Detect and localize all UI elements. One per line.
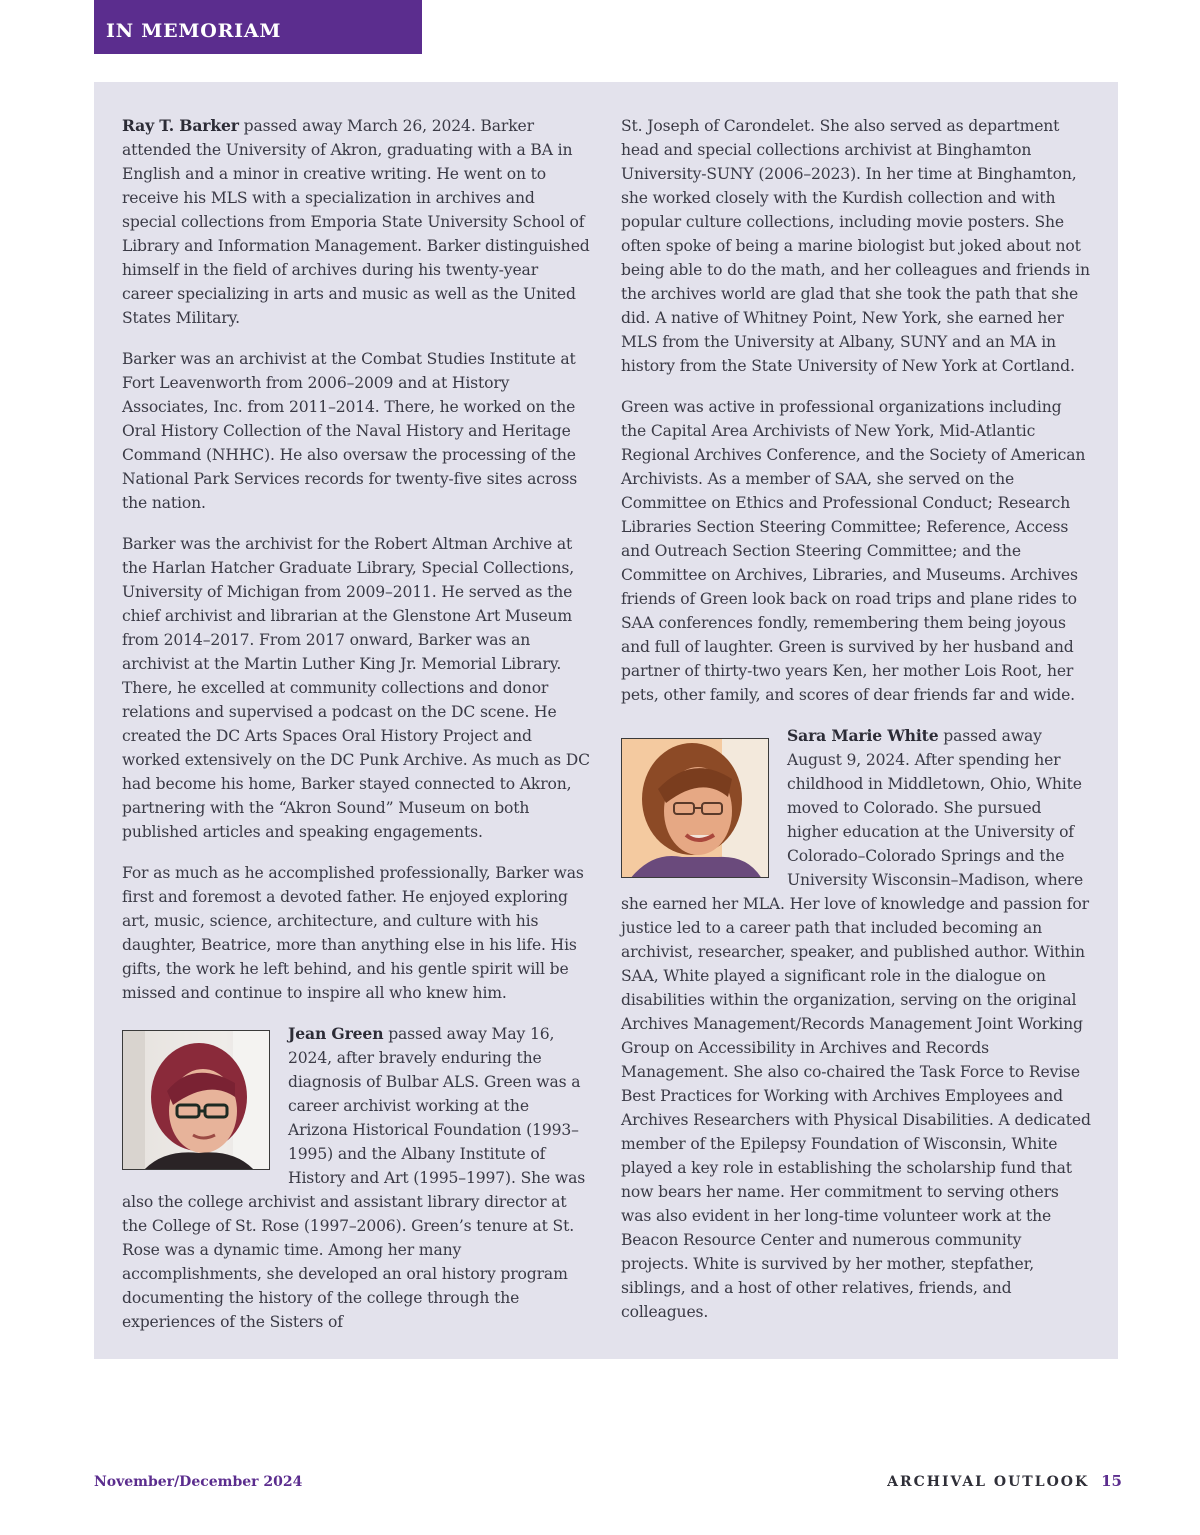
green-paragraph-1: Jean Green passed away May 16, 2024, after bravely enduring the diagnosis of Bulbar ALS. Green was a career archivist working at the Arizona Historical Foundation (1993–1995) and the Albany Institute of History and Art (1995–1997). She was also the college archivist and assistant library director at the College of St. Rose (1997–2006). Green’s tenure at St. Rose was a dynamic time. Among her many accomplishments, she developed an oral history program documenting the history of the college through the experiences of the Sisters of [122, 1024, 586, 1331]
footer-issue-date: November/December 2024 [94, 1474, 303, 1490]
sara-white-photo [621, 738, 769, 878]
section-label: IN MEMORIAM [106, 20, 282, 42]
section-banner [94, 0, 422, 54]
publication-name: ARCHIVAL OUTLOOK [887, 1474, 1090, 1490]
jean-green-portrait-image [123, 1031, 270, 1170]
barker-name: Ray T. Barker [122, 116, 239, 135]
jean-green-name: Jean Green [288, 1024, 384, 1043]
white-paragraph-1: Sara Marie White passed away August 9, 2024. After spending her childhood in Middletown, Ohio, White moved to Colorado. She pursued higher education at the University of Colorado–Colorado Springs and the University Wisconsin–Madison, where she earned her MLA. Her love of knowledge and passion for justice led to a career path that included becoming an archivist, researcher, speaker, and published author. Within SAA, White played a significant role in the dialogue on disabilities within the organization, serving on the original Archives Management/Records Management Joint Working Group on Accessibility in Archives and Records Management. She also co-chaired the Task Force to Revise Best Practices for Working with Archives Employees and Archives Researchers with Physical Disabilities. A dedicated member of the Epilepsy Foundation of Wisconsin, White played a key role in establishing the scholarship fund that now bears her name. Her commitment to serving others was also evident in her long-time volunteer work at the Beacon Resource Center and numerous community projects. White is survived by her mother, stepfather, siblings, and a host of other relatives, friends, and colleagues. [621, 726, 1091, 1321]
green-paragraph-1-continued: St. Joseph of Carondelet. She also served as department head and special collections archivist at Binghamton University-SUNY (2006–2023). In her time at Binghamton, she worked closely with the Kurdish collection and with popular culture collections, including movie posters. She often spoke of being a marine biologist but joked about not being able to do the math, and her colleagues and friends in the archives world are glad that she took the path that she did. A native of Whitney Point, New York, she earned her MLS from the University at Albany, SUNY and an MA in history from the State University of New York at Cortland. [621, 117, 1090, 375]
sara-white-portrait-image [622, 739, 769, 878]
barker-paragraph-4: For as much as he accomplished professionally, Barker was first and foremost a devoted father. He enjoyed exploring art, music, science, architecture, and culture with his daughter, Beatrice, more than anything else in his life. His gifts, the work he left behind, and his gentle spirit will be missed and continue to inspire all who knew him. [122, 864, 584, 1002]
jean-green-photo [122, 1030, 270, 1170]
page-number: 15 [1101, 1472, 1122, 1490]
barker-paragraph-3: Barker was the archivist for the Robert Altman Archive at the Harlan Hatcher Graduate Library, Special Collections, University of Michigan from 2009–2011. He served as the chief archivist and librarian at the Glenstone Art Museum from 2014–2017. From 2017 onward, Barker was an archivist at the Martin Luther King Jr. Memorial Library. There, he excelled at community collections and donor relations and supervised a podcast on the DC scene. He created the DC Arts Spaces Oral History Project and worked extensively on the DC Punk Archive. As much as DC had become his home, Barker stayed connected to Akron, partnering with the “Akron Sound” Museum on both published articles and speaking engagements. [122, 535, 590, 841]
barker-paragraph-2: Barker was an archivist at the Combat Studies Institute at Fort Leavenworth from 2006–2009 and at History Associates, Inc. from 2011–2014. There, he worked on the Oral History Collection of the Naval History and Heritage Command (NHHC). He also oversaw the processing of the National Park Services records for twenty-five sites across the nation. [122, 350, 578, 512]
sara-white-name: Sara Marie White [787, 726, 939, 745]
left-column [122, 114, 592, 1351]
green-paragraph-2: Green was active in professional organizations including the Capital Area Archivists of New York, Mid-Atlantic Regional Archives Conference, and the Society of American Archivists. As a member of SAA, she served on the Committee on Ethics and Professional Conduct; Research Libraries Section Steering Committee; Reference, Access and Outreach Section Steering Committee; and the Committee on Archives, Libraries, and Museums. Archives friends of Green look back on road trips and plane rides to SAA conferences fondly, remembering them being joyous and full of laughter. Green is survived by her husband and partner of thirty-two years Ken, her mother Lois Root, her pets, other family, and scores of dear friends far and wide. [621, 398, 1086, 704]
footer-publication [887, 1472, 1122, 1490]
right-column [621, 114, 1091, 1341]
memoriam-panel [94, 82, 1118, 1359]
barker-paragraph-1: Ray T. Barker passed away March 26, 2024. Barker attended the University of Akron, graduating with a BA in English and a minor in creative writing. He went on to receive his MLS with a specialization in archives and special collections from Emporia State University School of Library and Information Management. Barker distinguished himself in the field of archives during his twenty-year career specializing in arts and music as well as the United States Military. [122, 116, 590, 327]
